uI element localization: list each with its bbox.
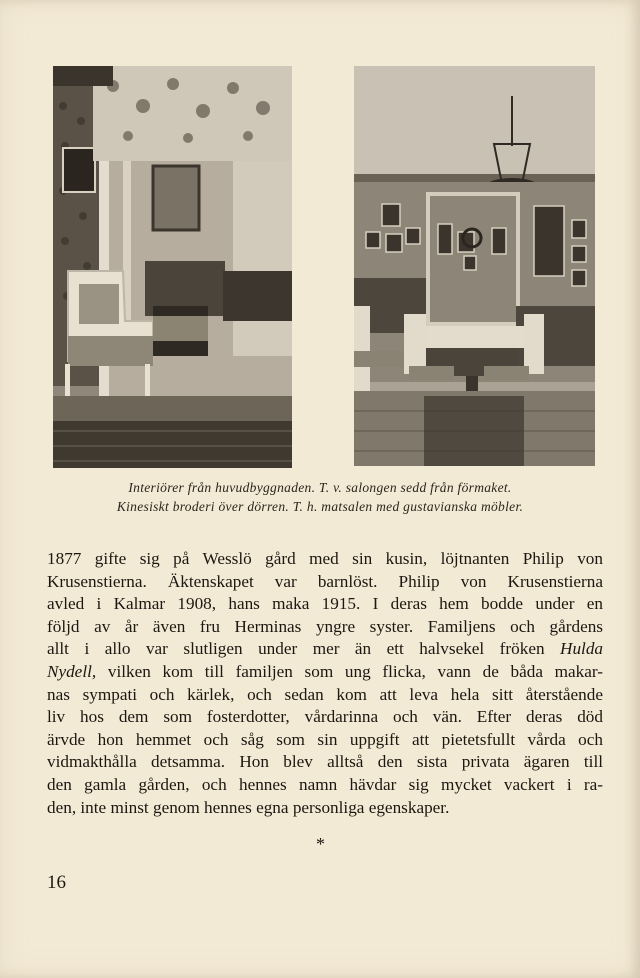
body-line: vidmakthålla detsamma. Hon blev alltså den sista privata ägaren till (47, 752, 603, 772)
photo-salon-drawing (53, 66, 292, 468)
photo-caption (40, 478, 600, 516)
body-text-segment: allt i allo var slutligen under mer än ett halvsekel fröken (47, 639, 561, 659)
section-separator: * (316, 834, 325, 854)
name-nydell: Nydell, (47, 661, 97, 681)
body-line (47, 661, 603, 684)
photo-dining-room (354, 66, 595, 466)
photo-salon (53, 66, 292, 468)
caption-line-1: Interiörer från huvudbyggnaden. T. v. salongen sedd från förmaket. (128, 480, 512, 495)
body-line (47, 638, 603, 661)
body-line: Krusenstierna. Äktenskapet var barnlöst. Philip von Krusenstierna (47, 571, 603, 591)
body-paragraph (47, 548, 603, 819)
body-line: den, inte minst genom hennes egna personliga egenskaper. (47, 797, 450, 817)
body-line: följd av år även fru Herminas yngre syster. Familjens och gårdens (47, 616, 603, 636)
body-line: den gamla gården, och hennes namn hävdar sig mycket vackert i ra- (47, 774, 603, 794)
photo-dining-drawing (354, 66, 595, 466)
body-text-segment: vilken kom till familjen som ung flicka, vann de båda makar- (96, 661, 603, 681)
body-line: ärvde hon hemmet och såg som sin uppgift att pietetsfullt vårda och (47, 729, 603, 749)
body-line: liv hos dem som fosterdotter, vårdarinna och vän. Efter deras död (47, 707, 603, 727)
body-line: avled i Kalmar 1908, hans maka 1915. I deras hem bodde under en (47, 594, 603, 614)
name-hulda: Hulda (560, 639, 603, 659)
page-number: 16 (47, 872, 66, 893)
caption-line-2: Kinesiskt broderi över dörren. T. h. matsalen med gustavianska möbler. (116, 499, 524, 514)
body-line: nas sympati och kärlek, och sedan kom att leva hela sitt återstående (47, 684, 603, 704)
body-line: 1877 gifte sig på Wesslö gård med sin kusin, löjtnanten Philip von (47, 549, 603, 568)
